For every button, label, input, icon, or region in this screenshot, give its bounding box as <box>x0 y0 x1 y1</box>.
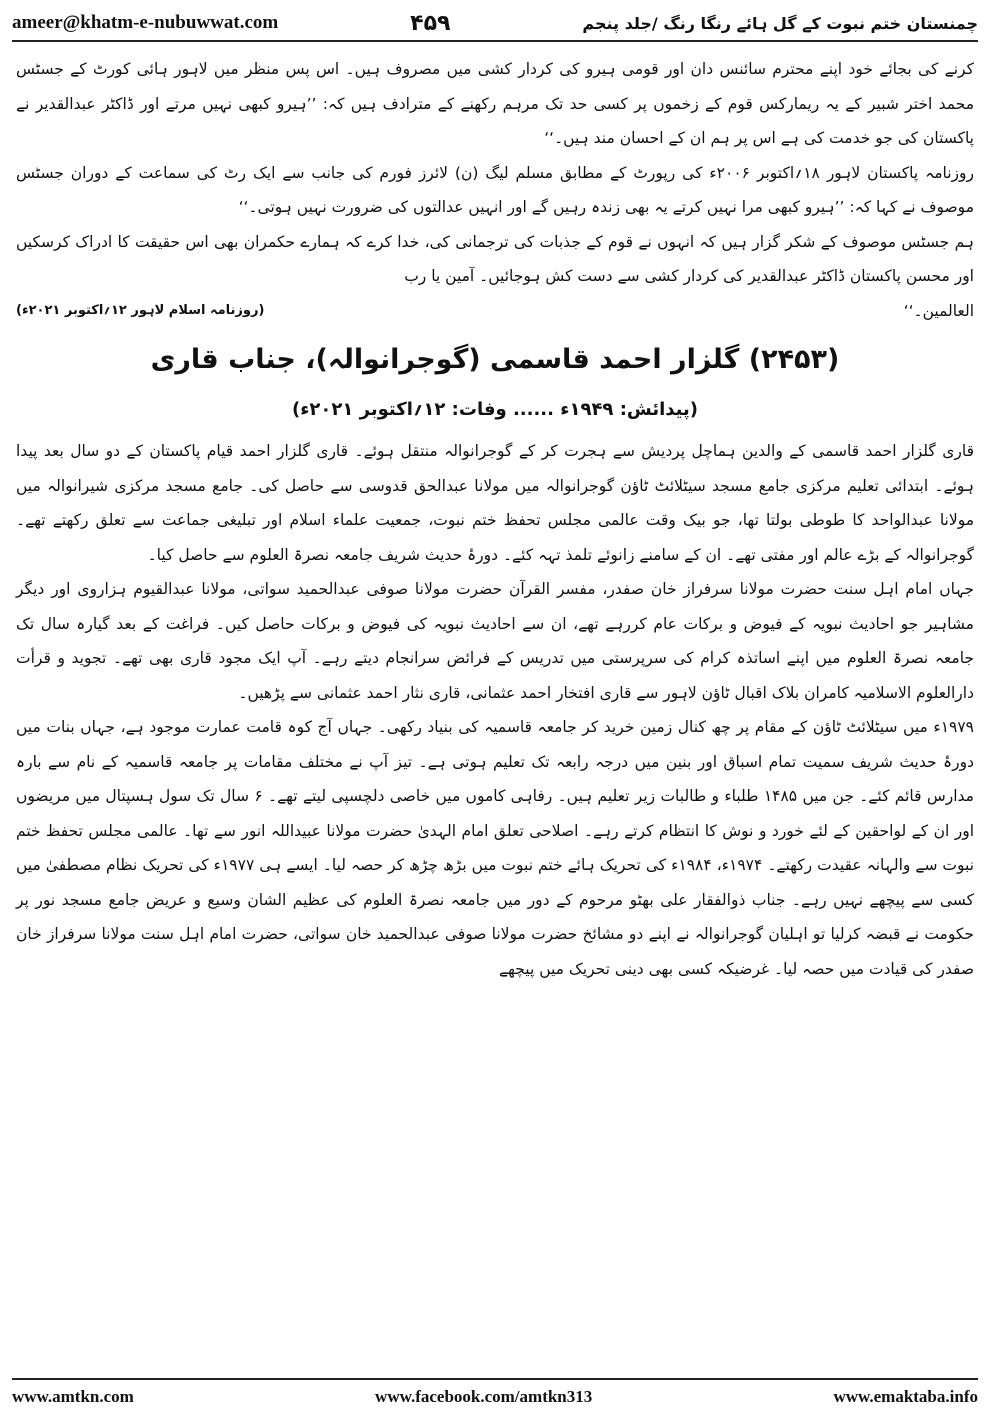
page-footer <box>12 1378 978 1414</box>
footer-link-amtkn[interactable]: www.amtkn.com <box>12 1387 134 1406</box>
closing-text: العالمین۔‘‘ <box>903 301 974 320</box>
footer-link-facebook[interactable]: www.facebook.com/amtkn313 <box>375 1387 593 1406</box>
book-title: چمنستان ختم نبوت کے گل ہائے رنگا رنگ /جلد پنجم <box>582 13 978 33</box>
entry-title: (۲۴۵۳) گلزار احمد قاسمی (گوجرانوالہ)، جناب قاری <box>150 344 840 375</box>
previous-entry-paragraph-1: کرنے کی بجائے خود اپنے محترم سائنس دان اور قومی ہیرو کی کردار کشی میں مصروف ہیں۔ اس پس منظر میں لاہور ہائی کورٹ کے جسٹس محمد اختر شبیر کے یہ ریمارکس قوم کے زخموں پر کسی حد تک مرہم رکھنے کے مترادف ہیں کہ: ’’ہیرو کبھی نہیں مرتے اور ڈاکٹر عبدالقدیر نے پاکستان کی جو خدمت کی ہے اس پر ہم ان کے احسان مند ہیں۔‘‘ <box>16 60 974 147</box>
page-header <box>12 6 978 42</box>
entry-dates: (پیدائش: ۱۹۴۹ء ...... وفات: ۱۲؍اکتوبر ۲۰۲۱ء) <box>291 399 698 420</box>
page-body <box>16 52 974 986</box>
previous-entry-closing <box>16 294 974 329</box>
source-citation: (روزنامہ اسلام لاہور ۱۲؍اکتوبر ۲۰۲۱ء) <box>16 302 265 318</box>
previous-entry-paragraph-2: روزنامہ پاکستان لاہور ۱۸؍اکتوبر ۲۰۰۶ء کی رپورٹ کے مطابق مسلم لیگ (ن) لائرز فورم کی جانب سے ایک رٹ کی سماعت کے دوران جسٹس موصوف نے کہا کہ: ’’ہیرو کبھی مرا نہیں کرتے یہ بھی زندہ رہیں گے اور انہیں عدالتوں کی ضرورت نہیں ہوتی۔‘‘ <box>16 163 974 216</box>
previous-entry-paragraph-3: ہم جسٹس موصوف کے شکر گزار ہیں کہ انہوں نے قوم کے جذبات کی ترجمانی کی، خدا کرے کہ ہمارے حکمران بھی اس حقیقت کا ادراک کرسکیں اور محسن پاکستان ڈاکٹر عبدالقدیر کی کردار کشی سے دست کش ہوجائیں۔ آمین یا رب <box>16 232 974 285</box>
entry-paragraph-3: ۱۹۷۹ء میں سیٹلائٹ ٹاؤن کے مقام پر چھ کنال زمین خرید کر جامعہ قاسمیہ کی بنیاد رکھی۔ جہاں آج کوہ قامت عمارت موجود ہے، جہاں بنات میں دورۂ حدیث شریف سمیت تمام اسباق اور بنین میں درجہ رابعہ تک تعلیم ہوتی ہے۔ تیز آپ نے مختلف مقامات پر جامعہ قاسمیہ کے نام سے بارہ مدارس قائم کئے۔ جن میں ۱۴۸۵ طلباء و طالبات زیر تعلیم ہیں۔ رفاہی کاموں میں خاصی دلچسپی لیتے تھے۔ ۶ سال تک سول ہسپتال میں مریضوں اور ان کے لواحقین کے لئے خورد و نوش کا انتظام کرتے رہے۔ اصلاحی تعلق امام الہدیٰ حضرت مولانا عبیداللہ انور سے تھا۔ عالمی مجلس تحفظ ختم نبوت سے والہانہ عقیدت رکھتے۔ ۱۹۷۴ء، ۱۹۸۴ء کی تحریک ہائے ختم نبوت میں بڑھ چڑھ کر حصہ لیا۔ ایسے ہی ۱۹۷۷ء کی تحریک نظام مصطفیٰ میں کسی سے پیچھے نہیں رہے۔ جناب ذوالفقار علی بھٹو مرحوم کے دور میں جامعہ نصرۃ العلوم کی عظیم الشان وسیع و عریض جامع مسجد نور پر حکومت نے قبضہ کرلیا تو اہلیان گوجرانوالہ نے اپنے دو مشائخ حضرت مولانا صوفی عبدالحمید خان سواتی، حضرت امام اہل سنت مولانا سرفراز خان صفدر کی قیادت میں حصہ لیا۔ غرضیکہ کسی بھی دینی تحریک میں پیچھے <box>16 718 975 978</box>
page-number: ۴۵۹ <box>410 10 451 36</box>
entry-paragraph-2: جہاں امام اہل سنت حضرت مولانا سرفراز خان صفدر، مفسر القرآن حضرت مولانا صوفی عبدالحمید سواتی، مولانا عبدالقیوم ہزاروی اور دیگر مشاہیر جو احادیث نبویہ کے فیوض و برکات عام کررہے تھے، ان سے احادیث نبویہ کی فیوض و برکات حاصل کیں۔ فراغت کے بعد گیارہ سال تک جامعہ نصرۃ العلوم میں اپنے اساتذہ کرام کی سرپرستی میں تدریس کے فرائض سرانجام دیتے رہے۔ آپ ایک مجود قاری بھی تھے۔ تجوید و قرأت دارالعلوم الاسلامیہ کامران بلاک اقبال ٹاؤن لاہور سے قاری افتخار احمد عثمانی، قاری نثار احمد عثمانی سے پڑھیں۔ <box>16 580 974 702</box>
footer-link-emaktaba[interactable]: www.emaktaba.info <box>833 1387 978 1406</box>
header-email[interactable]: ameer@khatm-e-nubuwwat.com <box>12 12 279 33</box>
entry-paragraph-1: قاری گلزار احمد قاسمی کے والدین ہماچل پردیش سے ہجرت کر کے گوجرانوالہ منتقل ہوئے۔ قاری گلزار احمد قیام پاکستان کے دو سال بعد پیدا ہوئے۔ ابتدائی تعلیم مرکزی جامع مسجد سیٹلائٹ ٹاؤن گوجرانوالہ میں مولانا عبدالحق قدوسی سے حاصل کی۔ جامع مسجد مرکزی شیرانوالہ میں مولانا عبدالواحد کا طوطی بولتا تھا، جو بیک وقت عالمی مجلس تحفظ ختم نبوت، جمعیت علماء اسلام اور تبلیغی جماعت سے تعلق رکھتے تھے۔ گوجرانوالہ کے بڑے عالم اور مفتی تھے۔ ان کے سامنے زانوئے تلمذ تہہ کئے۔ دورۂ حدیث شریف جامعہ نصرۃ العلوم سے حاصل کیا۔ <box>16 442 974 564</box>
